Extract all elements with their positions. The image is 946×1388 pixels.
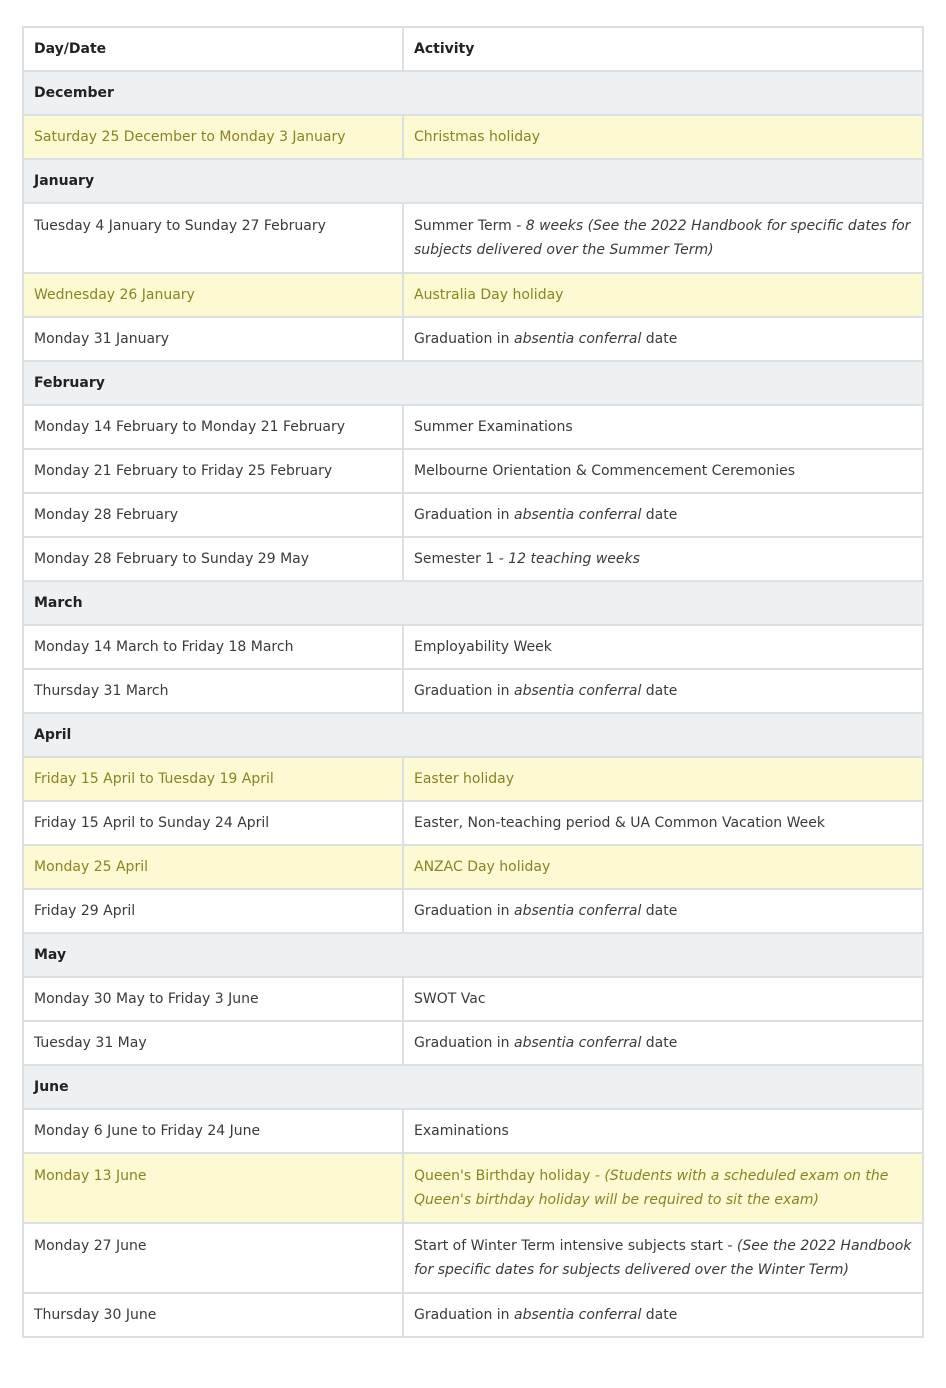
month-section-row — [23, 1065, 923, 1109]
activity-suffix-text: date — [641, 507, 678, 523]
date-cell: Monday 31 January — [23, 317, 403, 361]
holiday-row — [23, 115, 923, 159]
table-row — [23, 625, 923, 669]
month-label: May — [23, 933, 923, 977]
activity-note: - 8 weeks (See the 2022 Handbook for specific dates for subjects delivered over the Summer Term) — [414, 218, 911, 258]
activity-text: Easter holiday — [414, 771, 514, 787]
table-body — [23, 71, 923, 1337]
activity-cell — [403, 115, 923, 159]
table-row — [23, 537, 923, 581]
activity-cell — [403, 493, 923, 537]
month-section-row — [23, 933, 923, 977]
activity-text: Queen's Birthday holiday — [414, 1168, 591, 1184]
month-label: February — [23, 361, 923, 405]
activity-text: Graduation in — [414, 331, 515, 347]
date-cell: Monday 21 February to Friday 25 February — [23, 449, 403, 493]
month-label: April — [23, 713, 923, 757]
date-cell: Wednesday 26 January — [23, 273, 403, 317]
activity-suffix-text: date — [641, 1035, 678, 1051]
date-cell: Monday 30 May to Friday 3 June — [23, 977, 403, 1021]
activity-cell — [403, 1109, 923, 1153]
activity-text: Semester 1 — [414, 551, 495, 567]
month-section-row — [23, 159, 923, 203]
holiday-row — [23, 845, 923, 889]
month-section-row — [23, 361, 923, 405]
activity-cell — [403, 1223, 923, 1293]
table-row — [23, 889, 923, 933]
column-header-date: Day/Date — [23, 27, 403, 71]
activity-cell — [403, 203, 923, 273]
activity-suffix-text: date — [641, 683, 678, 699]
month-label: June — [23, 1065, 923, 1109]
activity-note: - 12 teaching weeks — [494, 551, 640, 567]
activity-text: Graduation in — [414, 1035, 515, 1051]
activity-cell — [403, 757, 923, 801]
table-row — [23, 1021, 923, 1065]
date-cell: Monday 13 June — [23, 1153, 403, 1223]
activity-text: Start of Winter Term intensive subjects start — [414, 1238, 723, 1254]
activity-text: ANZAC Day holiday — [414, 859, 551, 875]
date-cell: Monday 6 June to Friday 24 June — [23, 1109, 403, 1153]
date-cell: Monday 14 March to Friday 18 March — [23, 625, 403, 669]
activity-text: Graduation in — [414, 903, 515, 919]
month-section-row — [23, 581, 923, 625]
month-section-row — [23, 713, 923, 757]
column-header-activity: Activity — [403, 27, 923, 71]
date-cell: Monday 14 February to Monday 21 February — [23, 405, 403, 449]
date-cell: Monday 28 February — [23, 493, 403, 537]
table-row — [23, 977, 923, 1021]
table-row — [23, 1109, 923, 1153]
table-row — [23, 405, 923, 449]
activity-italic-text: absentia conferral — [514, 507, 642, 523]
activity-text: Easter, Non-teaching period & UA Common Vacation Week — [414, 815, 825, 831]
table-row — [23, 317, 923, 361]
month-label: December — [23, 71, 923, 115]
activity-italic-text: absentia conferral — [514, 1035, 642, 1051]
date-cell: Tuesday 31 May — [23, 1021, 403, 1065]
activity-cell — [403, 889, 923, 933]
academic-calendar-table — [22, 26, 924, 1338]
activity-cell — [403, 977, 923, 1021]
activity-text: Summer Term — [414, 218, 512, 234]
activity-suffix-text: date — [641, 331, 678, 347]
month-section-row — [23, 71, 923, 115]
calendar-table-container — [22, 26, 922, 1338]
date-cell: Monday 25 April — [23, 845, 403, 889]
activity-cell — [403, 801, 923, 845]
activity-cell — [403, 273, 923, 317]
holiday-row — [23, 273, 923, 317]
date-cell: Thursday 30 June — [23, 1293, 403, 1337]
activity-cell — [403, 1021, 923, 1065]
table-row — [23, 669, 923, 713]
date-cell: Friday 15 April to Sunday 24 April — [23, 801, 403, 845]
activity-cell — [403, 845, 923, 889]
activity-cell — [403, 405, 923, 449]
activity-cell — [403, 1153, 923, 1223]
month-label: January — [23, 159, 923, 203]
activity-cell — [403, 537, 923, 581]
activity-text: Christmas holiday — [414, 129, 541, 145]
activity-text: Graduation in — [414, 1307, 515, 1323]
date-cell: Monday 27 June — [23, 1223, 403, 1293]
activity-cell — [403, 669, 923, 713]
activity-italic-text: absentia conferral — [514, 903, 642, 919]
activity-note: - (Students with a scheduled exam on the Queen's birthday holiday will be required to sit the exam) — [414, 1168, 889, 1208]
month-label: March — [23, 581, 923, 625]
activity-cell — [403, 317, 923, 361]
activity-cell — [403, 1293, 923, 1337]
table-header-row — [23, 27, 923, 71]
activity-italic-text: absentia conferral — [514, 683, 642, 699]
table-row — [23, 801, 923, 845]
table-row — [23, 1223, 923, 1293]
holiday-row — [23, 1153, 923, 1223]
table-row — [23, 493, 923, 537]
activity-text: Graduation in — [414, 507, 515, 523]
table-row — [23, 449, 923, 493]
activity-suffix-text: date — [641, 903, 678, 919]
date-cell: Tuesday 4 January to Sunday 27 February — [23, 203, 403, 273]
holiday-row — [23, 757, 923, 801]
activity-text: Summer Examinations — [414, 419, 573, 435]
activity-text: Australia Day holiday — [414, 287, 564, 303]
date-cell: Friday 15 April to Tuesday 19 April — [23, 757, 403, 801]
table-row — [23, 203, 923, 273]
activity-text: SWOT Vac — [414, 991, 486, 1007]
date-cell: Thursday 31 March — [23, 669, 403, 713]
table-row — [23, 1293, 923, 1337]
activity-note: - (See the 2022 Handbook for specific dates for subjects delivered over the Winter Term) — [414, 1238, 912, 1278]
date-cell: Monday 28 February to Sunday 29 May — [23, 537, 403, 581]
activity-text: Melbourne Orientation & Commencement Ceremonies — [414, 463, 796, 479]
date-cell: Saturday 25 December to Monday 3 January — [23, 115, 403, 159]
activity-text: Graduation in — [414, 683, 515, 699]
activity-italic-text: absentia conferral — [514, 1307, 642, 1323]
activity-text: Examinations — [414, 1123, 509, 1139]
activity-cell — [403, 449, 923, 493]
activity-text: Employability Week — [414, 639, 552, 655]
activity-italic-text: absentia conferral — [514, 331, 642, 347]
date-cell: Friday 29 April — [23, 889, 403, 933]
activity-cell — [403, 625, 923, 669]
activity-suffix-text: date — [641, 1307, 678, 1323]
